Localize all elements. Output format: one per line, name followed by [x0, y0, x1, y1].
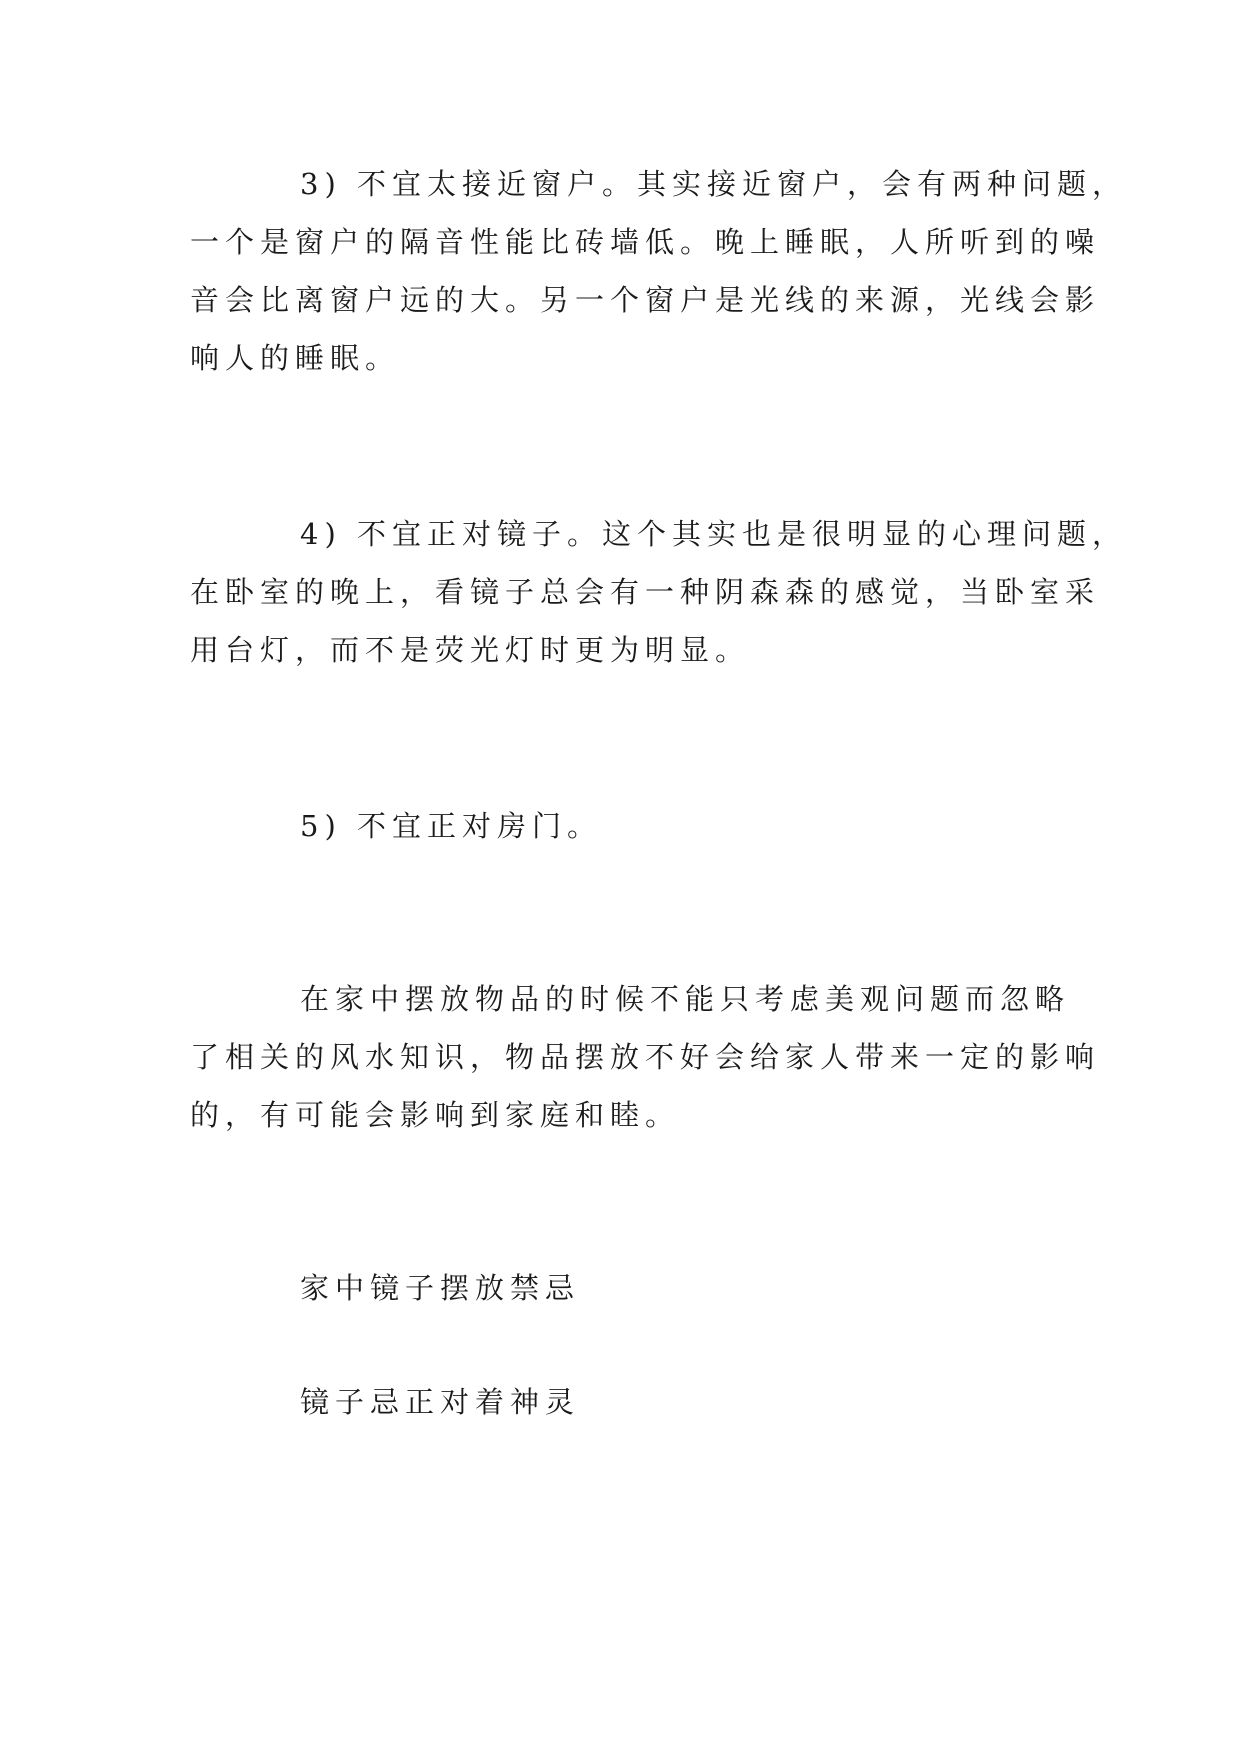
paragraph-line: 4) 不宜正对镜子。这个其实也是很明显的心理问题， [300, 517, 1127, 551]
paragraph-line: 在卧室的晚上，看镜子总会有一种阴森森的感觉，当卧室采 [190, 575, 1101, 609]
section-subheading: 镜子忌正对着神灵 [300, 1385, 581, 1419]
paragraph-line: 3) 不宜太接近窗户。其实接近窗户，会有两种问题， [300, 167, 1127, 201]
paragraph-line: 5) 不宜正对房门。 [300, 809, 602, 843]
paragraph-line: 一个是窗户的隔音性能比砖墙低。晚上睡眠，人所听到的噪 [190, 225, 1101, 259]
paragraph-line: 的，有可能会影响到家庭和睦。 [190, 1098, 681, 1132]
paragraph-line: 音会比离窗户远的大。另一个窗户是光线的来源，光线会影 [190, 283, 1101, 317]
paragraph-line: 在家中摆放物品的时候不能只考虑美观问题而忽略 [300, 982, 1071, 1016]
paragraph-line: 了相关的风水知识，物品摆放不好会给家人带来一定的影响 [190, 1040, 1101, 1074]
paragraph-line: 用台灯，而不是荧光灯时更为明显。 [190, 633, 751, 667]
paragraph-line: 响人的睡眠。 [190, 341, 401, 375]
section-heading: 家中镜子摆放禁忌 [300, 1271, 581, 1305]
